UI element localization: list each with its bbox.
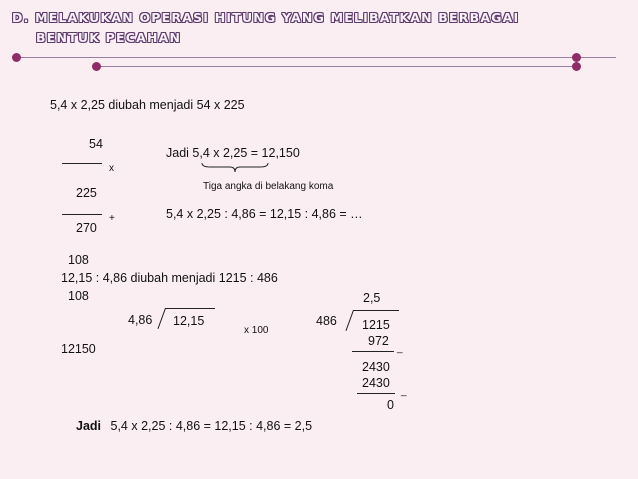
expression-2: 5,4 x 2,25 : 4,86 = 12,15 : 4,86 = … xyxy=(166,207,363,221)
right-divisor: 486 xyxy=(316,314,337,328)
slide-title-line-1: D. MELAKUKAN OPERASI HITUNG YANG MELIBATKAN BERBAGAI xyxy=(12,10,520,25)
jadi-result-1: Jadi 5,4 x 2,25 = 12,150 xyxy=(166,146,300,160)
multiplication-line xyxy=(62,163,102,164)
conclusion-jadi: Jadi xyxy=(76,419,102,433)
multiplier: 225 xyxy=(76,186,97,200)
partial-sum-line xyxy=(62,214,102,215)
partial-product-1: 270 xyxy=(76,221,97,235)
conclusion-expression: 5,4 x 2,25 : 4,86 = 12,15 : 4,86 = 2,5 xyxy=(110,419,313,433)
subtraction-line-1 xyxy=(352,351,394,352)
curly-brace xyxy=(200,161,270,173)
product-result: 12150 xyxy=(61,342,96,356)
subtraction-line-2 xyxy=(357,393,395,394)
remainder-final: 0 xyxy=(387,398,394,412)
decorative-dot xyxy=(12,53,21,62)
right-dividend: 1215 xyxy=(362,318,390,332)
quotient: 2,5 xyxy=(363,291,381,305)
partial-product-2: 108 xyxy=(68,253,89,267)
brace-note: Tiga angka di belakang koma xyxy=(203,181,334,192)
decorative-line-top xyxy=(16,57,616,58)
minus-sign-2: _ xyxy=(401,386,407,397)
left-divisor: 4,86 xyxy=(128,313,153,327)
remainder-1: 2430 xyxy=(362,360,390,374)
minus-sign-1: _ xyxy=(397,343,403,354)
multiplicand: 54 xyxy=(89,137,103,151)
decorative-dot xyxy=(572,53,581,62)
right-division-line xyxy=(353,310,399,311)
left-division-line xyxy=(165,308,215,309)
conversion-text: 12,15 : 4,86 diubah menjadi 1215 : 486 xyxy=(61,271,278,285)
decorative-dot xyxy=(572,62,581,71)
plus-sign: + xyxy=(109,213,115,224)
conclusion xyxy=(76,419,312,433)
left-dividend: 12,15 xyxy=(173,314,205,328)
multiply-sign: x xyxy=(109,163,114,174)
decorative-line-bottom xyxy=(96,66,576,67)
left-division-bracket xyxy=(157,308,165,329)
slide-title-line-2: BENTUK PECAHAN xyxy=(36,30,182,45)
subtrahend-2: 2430 xyxy=(362,376,390,390)
subtrahend-1: 972 xyxy=(368,334,389,348)
right-division-bracket xyxy=(345,310,353,331)
times-100-label: x 100 xyxy=(244,325,269,336)
partial-product-3: 108 xyxy=(68,289,89,303)
decorative-dot xyxy=(92,62,101,71)
intro-text: 5,4 x 2,25 diubah menjadi 54 x 225 xyxy=(50,98,245,112)
